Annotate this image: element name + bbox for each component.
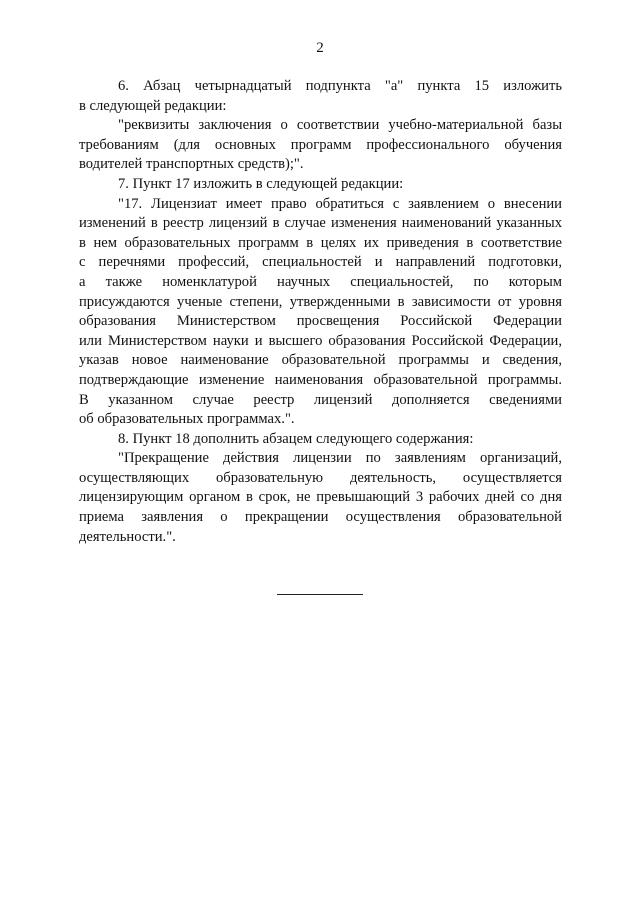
text-line: лицензирующим органом в срок, не превышающий 3 рабочих дней со дня — [79, 489, 562, 506]
text-line: подтверждающие изменение наименования образовательной программы. — [79, 371, 562, 388]
text-line: с перечнями профессий, специальностей и направлений подготовки, — [79, 254, 562, 271]
text-line: водителей транспортных средств);". — [79, 156, 304, 173]
end-of-text-rule — [277, 594, 363, 595]
text-line: в нем образовательных программ в целях их приведения в соответствие — [79, 234, 562, 251]
text-line: приема заявления о прекращении осуществления образовательной — [79, 509, 562, 526]
text-line: В указанном случае реестр лицензий дополняется сведениями — [79, 391, 562, 408]
text-line: изменений в реестр лицензий в случае изменения наименований указанных — [79, 215, 562, 232]
text-line: образования Министерством просвещения Российской Федерации — [79, 313, 562, 330]
text-line: осуществляющих образовательную деятельность, осуществляется — [79, 469, 562, 486]
text-line: 6. Абзац четырнадцатый подпункта "а" пункта 15 изложить — [118, 78, 562, 94]
page-number: 2 — [316, 40, 324, 56]
text-line: указав новое наименование образовательной программы и сведения, — [79, 352, 562, 369]
text-line: об образовательных программах.". — [79, 411, 295, 428]
text-line: в следующей редакции: — [79, 97, 227, 114]
document-body — [79, 77, 562, 547]
text-line: "реквизиты заключения о соответствии учебно-материальной базы — [118, 117, 562, 134]
text-line: "17. Лицензиат имеет право обратиться с заявлением о внесении — [118, 195, 562, 212]
text-line: 7. Пункт 17 изложить в следующей редакции: — [118, 175, 404, 192]
text-line: или Министерством науки и высшего образования Российской Федерации, — [79, 332, 562, 349]
text-line: а также номенклатурой научных специальностей, по которым — [79, 273, 562, 290]
text-line: деятельности.". — [79, 528, 176, 545]
text-line: "Прекращение действия лицензии по заявлениям организаций, — [118, 450, 562, 467]
text-line: требованиям (для основных программ профессионального обучения — [79, 136, 562, 153]
text-line: 8. Пункт 18 дополнить абзацем следующего содержания: — [118, 430, 474, 447]
text-line: присуждаются ученые степени, утвержденными в зависимости от уровня — [79, 293, 562, 310]
